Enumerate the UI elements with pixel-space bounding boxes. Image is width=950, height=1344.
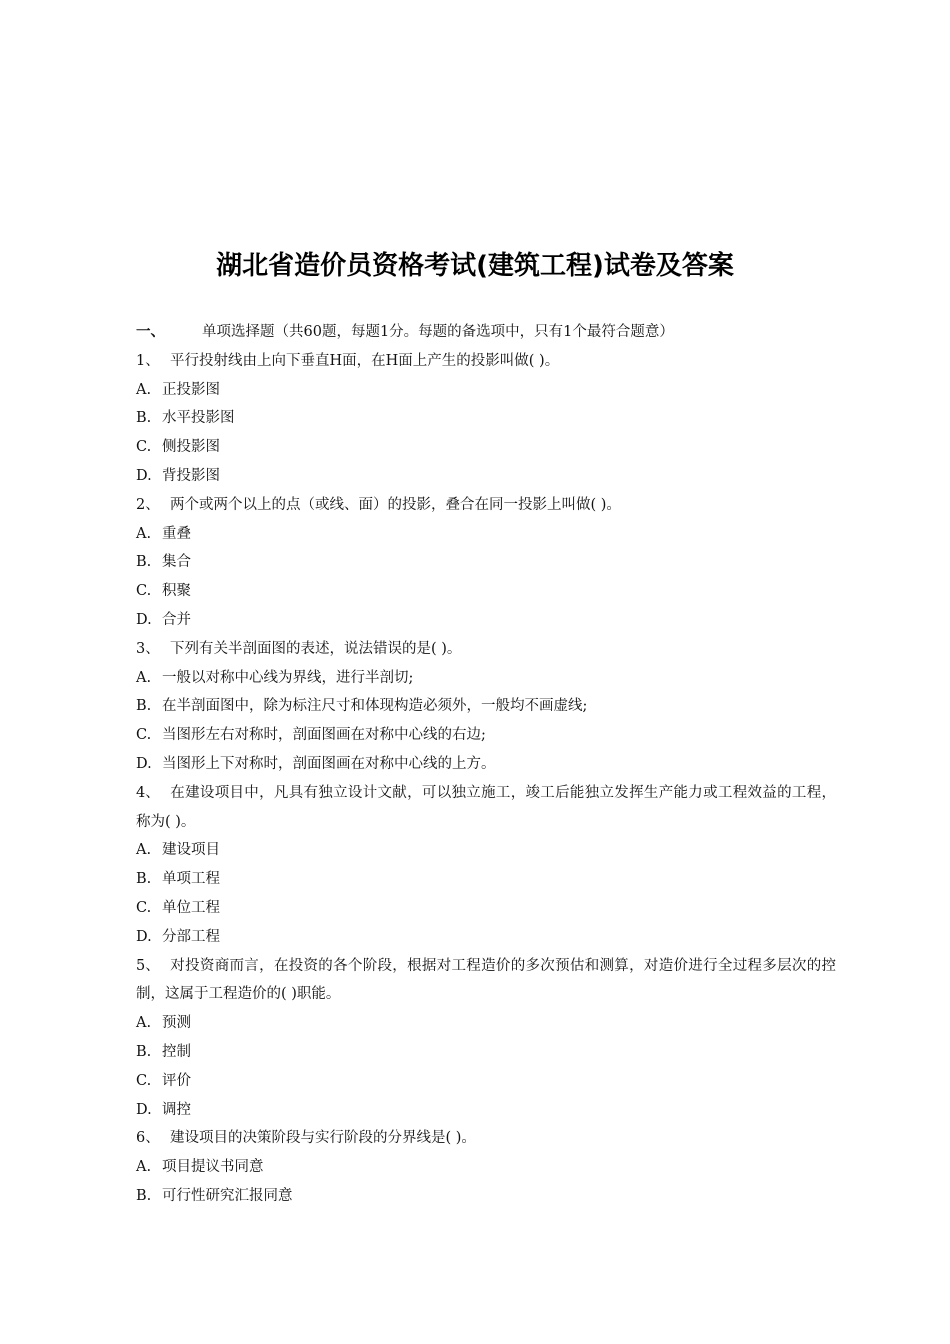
option-letter: B. — [136, 554, 152, 571]
option-text: 一般以对称中心线为界线，进行半剖切; — [162, 669, 414, 686]
option-text: 单项工程 — [162, 871, 220, 888]
option-text: 控制 — [162, 1043, 191, 1060]
question-number: 3、 — [136, 640, 160, 657]
answer-option — [136, 664, 836, 693]
option-letter: C. — [136, 439, 152, 456]
question-text: 平行投射线由上向下垂直H面，在H面上产生的投影叫做( )。 — [170, 352, 560, 369]
option-text: 背投影图 — [162, 467, 220, 484]
option-letter: A. — [136, 669, 152, 686]
option-letter: D. — [136, 928, 152, 945]
section-number: 一、 — [136, 323, 165, 340]
question-number: 4、 — [136, 784, 160, 801]
option-letter: C. — [136, 1072, 152, 1089]
option-letter: C. — [136, 899, 152, 916]
answer-option — [136, 721, 836, 750]
answer-option — [136, 692, 836, 721]
option-letter: C. — [136, 727, 152, 744]
question-stem — [136, 1124, 836, 1153]
answer-option — [136, 750, 836, 779]
option-letter: D. — [136, 755, 152, 772]
answer-option — [136, 1009, 836, 1038]
question-text: 建设项目的决策阶段与实行阶段的分界线是( )。 — [170, 1130, 476, 1147]
section-heading-text: 单项选择题（共60题，每题1分。每题的备选项中，只有1个最符合题意） — [202, 324, 674, 340]
answer-option — [136, 577, 836, 606]
question-number: 5、 — [136, 957, 160, 974]
option-text: 调控 — [162, 1101, 191, 1118]
answer-option — [136, 520, 836, 549]
answer-option — [136, 894, 836, 923]
answer-option — [136, 1096, 836, 1125]
option-text: 单位工程 — [162, 899, 220, 916]
answer-option — [136, 923, 836, 952]
option-text: 项目提议书同意 — [162, 1159, 264, 1176]
option-letter: D. — [136, 467, 152, 484]
option-text: 在半剖面图中，除为标注尺寸和体现构造必须外，一般均不画虚线; — [162, 698, 588, 715]
option-text: 重叠 — [162, 525, 191, 542]
answer-option — [136, 433, 836, 462]
option-letter: B. — [136, 1187, 152, 1204]
option-text: 可行性研究汇报同意 — [162, 1187, 293, 1204]
option-letter: D. — [136, 611, 152, 628]
option-letter: A. — [136, 525, 152, 542]
question-stem — [136, 779, 836, 837]
option-letter: A. — [136, 1015, 152, 1032]
question-text: 对投资商而言，在投资的各个阶段，根据对工程造价的多次预估和测算，对造价进行全过程多层次的控制，这属于工程造价的( )职能。 — [136, 957, 836, 1003]
option-text: 集合 — [162, 554, 191, 571]
option-letter: C. — [136, 583, 152, 600]
question-text: 下列有关半剖面图的表述，说法错误的是( )。 — [170, 640, 462, 657]
option-text: 正投影图 — [162, 381, 220, 398]
question-list — [136, 347, 836, 1211]
question-number: 1、 — [136, 352, 160, 369]
option-text: 预测 — [162, 1015, 191, 1032]
answer-option — [136, 1038, 836, 1067]
option-text: 建设项目 — [162, 842, 220, 859]
option-text: 积聚 — [162, 583, 191, 600]
question-number: 2、 — [136, 496, 160, 513]
option-letter: A. — [136, 842, 152, 859]
question-stem — [136, 347, 836, 376]
answer-option — [136, 376, 836, 405]
option-text: 侧投影图 — [162, 439, 220, 456]
question-stem — [136, 952, 836, 1010]
answer-option — [136, 1182, 836, 1211]
document-body — [136, 318, 836, 1211]
answer-option — [136, 404, 836, 433]
answer-option — [136, 1067, 836, 1096]
answer-option — [136, 836, 836, 865]
answer-option — [136, 548, 836, 577]
option-text: 当图形上下对称时，剖面图画在对称中心线的上方。 — [162, 755, 496, 772]
answer-option — [136, 462, 836, 491]
question-number: 6、 — [136, 1130, 160, 1147]
option-text: 分部工程 — [162, 928, 220, 945]
option-text: 当图形左右对称时，剖面图画在对称中心线的右边; — [162, 727, 486, 744]
option-letter: D. — [136, 1101, 152, 1118]
question-text: 两个或两个以上的点（或线、面）的投影，叠合在同一投影上叫做( )。 — [170, 496, 621, 513]
question-stem — [136, 635, 836, 664]
question-text: 在建设项目中，凡具有独立设计文献，可以独立施工，竣工后能独立发挥生产能力或工程效益的工程，称为( )。 — [136, 784, 836, 830]
option-letter: B. — [136, 871, 152, 888]
page-title: 湖北省造价员资格考试(建筑工程)试卷及答案 — [216, 251, 734, 281]
answer-option — [136, 1153, 836, 1182]
option-letter: A. — [136, 381, 152, 398]
answer-option — [136, 865, 836, 894]
section-heading — [136, 318, 836, 347]
answer-option — [136, 606, 836, 635]
option-text: 水平投影图 — [162, 410, 235, 427]
question-stem — [136, 491, 836, 520]
option-letter: B. — [136, 698, 152, 715]
option-letter: B. — [136, 1043, 152, 1060]
option-text: 评价 — [162, 1072, 191, 1089]
option-letter: A. — [136, 1159, 152, 1176]
option-text: 合并 — [162, 611, 191, 628]
option-letter: B. — [136, 410, 152, 427]
